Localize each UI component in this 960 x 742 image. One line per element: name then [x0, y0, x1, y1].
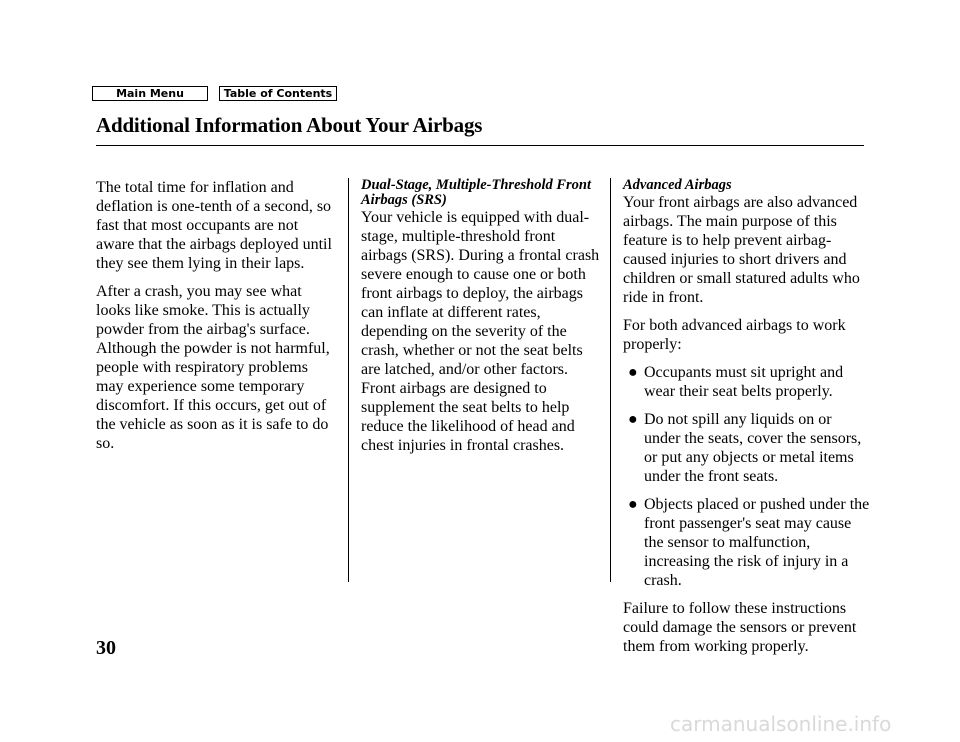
section-title: Additional Information About Your Airbags [96, 113, 483, 137]
bullet-icon: ● [628, 496, 638, 513]
advanced-airbags-lead: For both advanced airbags to work properly: [623, 317, 846, 353]
column-1 [96, 178, 336, 462]
paragraph-inflation-time: The total time for inflation and deflation is one-tenth of a second, so fast that most occupants are not aware that the airbags deployed until they see them lying in their laps. [96, 179, 332, 272]
bullet-icon: ● [628, 364, 638, 381]
paragraph-after-crash: After a crash, you may see what looks like smoke. This is actually powder from the airbag's surface. Although the powder is not harmful, people with respiratory problems may experience some temporary discomfort. If this occurs, get out of the vehicle as soon as it is safe to do so. [96, 283, 330, 452]
column-divider [610, 178, 611, 582]
list-item [623, 410, 871, 486]
list-item-text: Objects placed or pushed under the front passenger's seat may cause the sensor to malfunction, increasing the risk of injury in a crash. [644, 496, 870, 589]
bullet-icon: ● [628, 411, 638, 428]
column-3 [623, 178, 871, 665]
advanced-airbags-intro: Your front airbags are also advanced airbags. The main purpose of this feature is to help prevent airbag-caused injuries to short drivers and children or small statured adults who ride in front. [623, 194, 860, 306]
advanced-airbags-heading: Advanced Airbags [623, 177, 732, 193]
list-item-text: Occupants must sit upright and wear their seat belts properly. [644, 364, 844, 400]
header-rule [96, 145, 864, 146]
main-menu-button[interactable]: Main Menu [92, 86, 208, 101]
page-number: 30 [96, 637, 116, 659]
dual-stage-heading: Dual-Stage, Multiple-Threshold Front Airbags (SRS) [361, 177, 592, 208]
watermark: carmanualsonline.info [670, 712, 892, 736]
list-item [623, 363, 871, 401]
list-item [623, 495, 871, 590]
column-divider [348, 178, 349, 582]
column-2 [361, 178, 601, 464]
advanced-airbags-closing: Failure to follow these instructions could damage the sensors or prevent them from working properly. [623, 600, 857, 655]
list-item-text: Do not spill any liquids on or under the seats, cover the sensors, or put any objects or metal items under the front seats. [644, 411, 862, 485]
table-of-contents-button[interactable]: Table of Contents [219, 86, 337, 101]
dual-stage-paragraph: Your vehicle is equipped with dual-stage, multiple-threshold front airbags (SRS). During a frontal crash severe enough to cause one or both front airbags to deploy, the airbags can inflate at different rates, depending on the severity of the crash, whether or not the seat belts are latched, and/or other factors. Front airbags are designed to supplement the seat belts to help reduce the likelihood of head and chest injuries in frontal crashes. [361, 209, 600, 454]
requirements-list [623, 363, 871, 590]
